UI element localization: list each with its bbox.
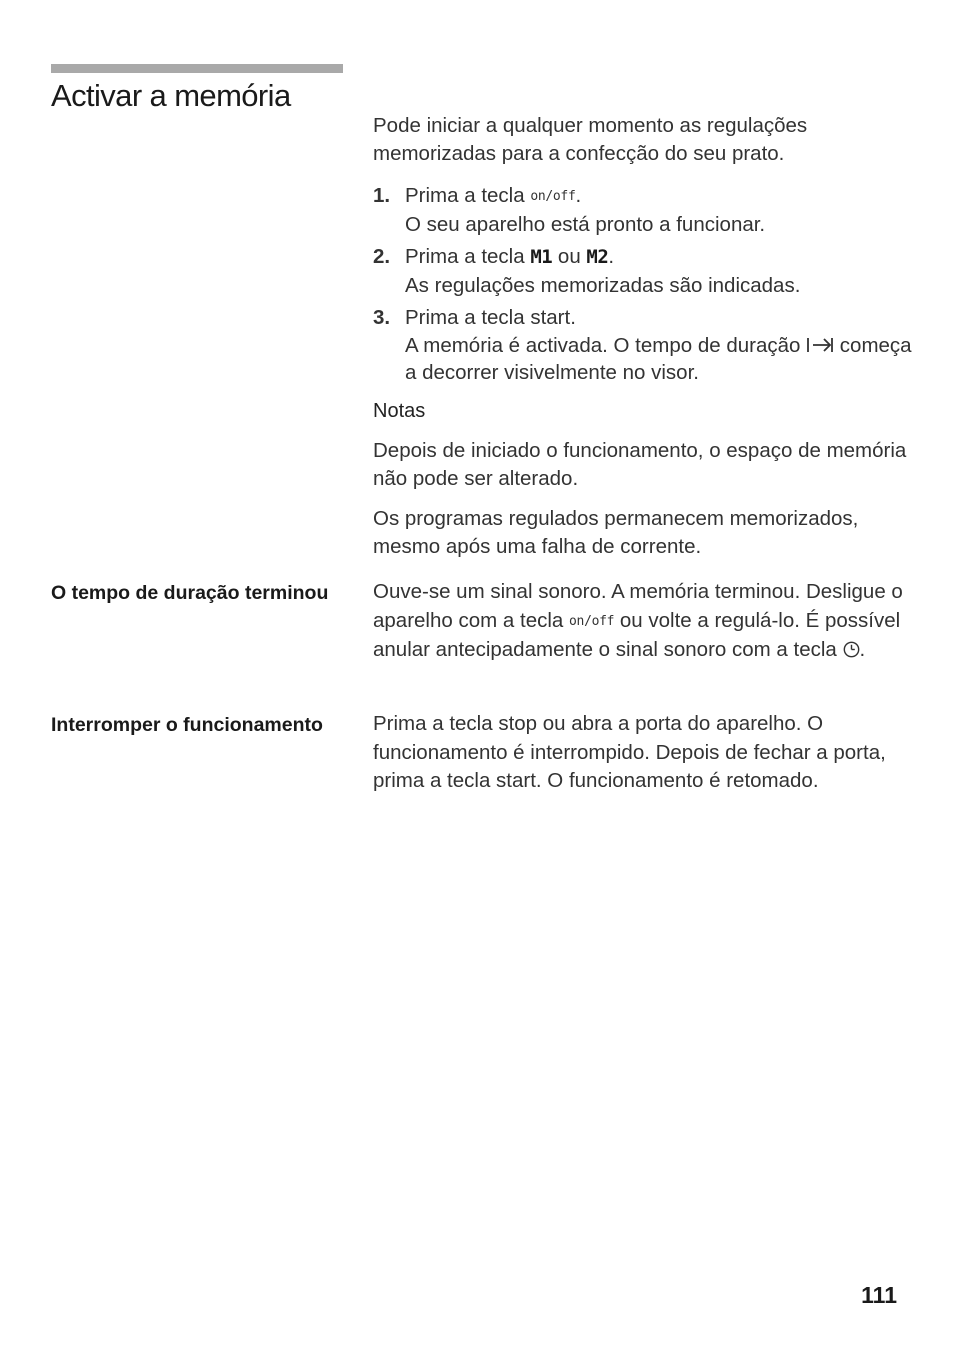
step-3: 3. Prima a tecla start. A memória é activada. O tempo de duração começa a decorrer visivelmente no visor. (373, 306, 912, 384)
clock-icon (843, 641, 860, 658)
steps-list (373, 182, 913, 387)
on-off-key-label: on/off (530, 189, 576, 204)
title-rule (51, 64, 343, 73)
page-number: 111 (861, 1282, 897, 1308)
intro-paragraph: Pode iniciar a qualquer momento as regulações memorizadas para a confecção do seu prato. (373, 114, 808, 165)
step-number: 2. (373, 245, 391, 268)
on-off-key-label: on/off (569, 613, 615, 629)
step-2: 2. Prima a tecla M1 ou M2. As regulações memorizadas são indicadas. (373, 245, 801, 297)
note-paragraph: Depois de iniciado o funcionamento, o espaço de memória não pode ser alterado. (373, 438, 907, 490)
section-text-interrupt: Prima a tecla stop ou abra a porta do aparelho. O funcionamento é interrompido. Depois de fechar a porta, prima a tecla start. O funcionamento é retomado. (373, 712, 886, 792)
step-result: O seu aparelho está pronto a funcionar. (405, 212, 766, 236)
notes-heading: Notas (373, 399, 426, 422)
m1-key-label: M1 (530, 246, 553, 268)
note-paragraph: Os programas regulados permanecem memorizados, mesmo após uma falha de corrente. (373, 506, 859, 558)
step-number: 1. (373, 184, 391, 207)
page-title: Activar a memória (51, 78, 291, 113)
section-label-interrupt: Interromper o funcionamento (51, 714, 323, 736)
step-1: 1. Prima a tecla on/off. O seu aparelho está pronto a funcionar. (373, 184, 766, 236)
step-number: 3. (373, 306, 391, 329)
section-label-duration-ended: O tempo de duração terminou (51, 582, 329, 604)
section-text-duration-ended: Ouve-se um sinal sonoro. A memória terminou. Desligue o aparelho com a tecla on/off ou volte a regulá-lo. É possível anular antecipadamente o sinal sonoro com a tecla . (373, 580, 903, 661)
main-content (373, 112, 913, 573)
duration-icon (806, 336, 834, 354)
step-result: As regulações memorizadas são indicadas. (405, 273, 801, 297)
m2-key-label: M2 (586, 246, 609, 268)
